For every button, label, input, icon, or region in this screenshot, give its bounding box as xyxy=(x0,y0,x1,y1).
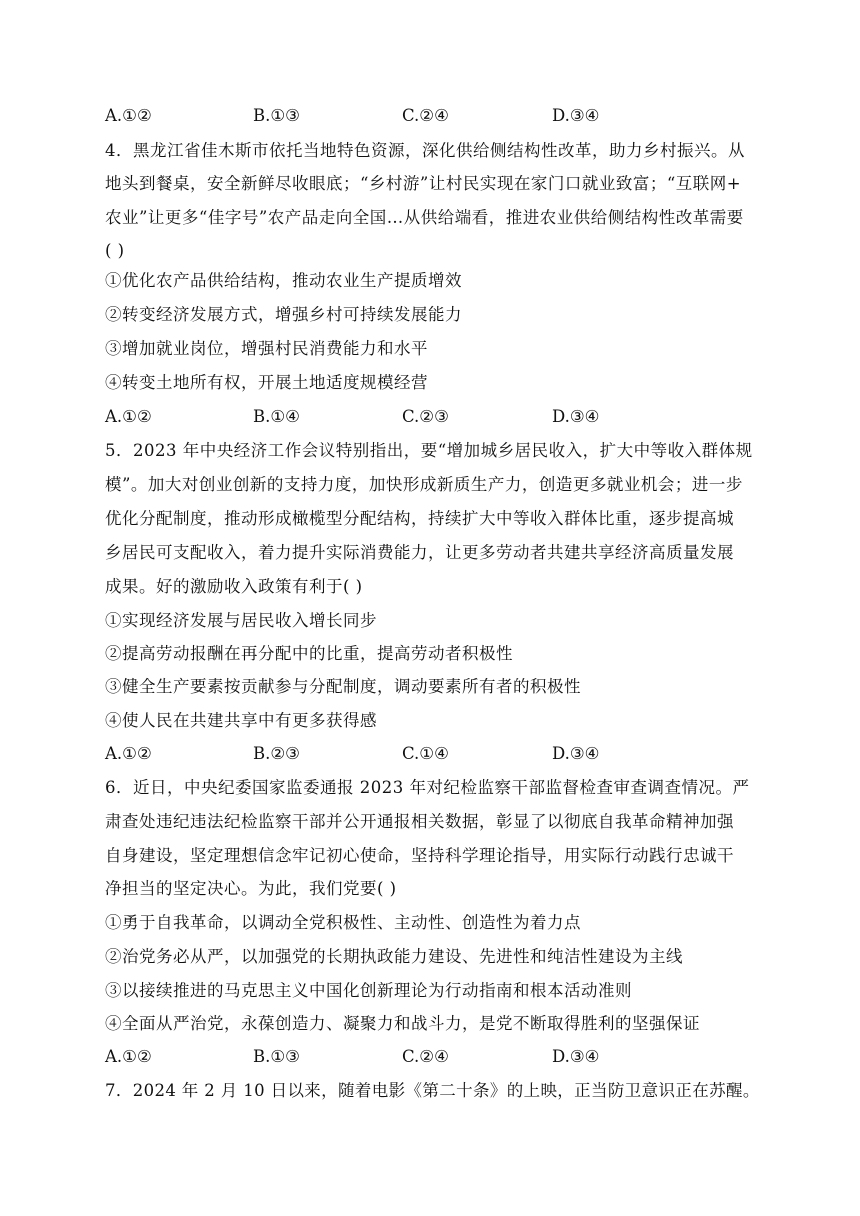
q6-option-c[interactable]: C.②④ xyxy=(402,1047,449,1066)
q5-option-b[interactable]: B.②③ xyxy=(253,744,300,763)
q6-option-a[interactable]: A.①② xyxy=(105,1047,152,1066)
q5-statement-2: ②提高劳动报酬在再分配中的比重，提高劳动者积极性 xyxy=(105,644,513,663)
q4-answer-blank: ( ) xyxy=(105,241,125,260)
q5-stem-line: 优化分配制度，推动形成橄榄型分配结构，持续扩大中等收入群体比重，逐步提高城 xyxy=(105,509,734,528)
q6-options xyxy=(105,1046,760,1068)
q4-option-a[interactable]: A.①② xyxy=(105,407,152,426)
q5-options xyxy=(105,743,760,765)
q5-option-c[interactable]: C.①④ xyxy=(402,744,449,763)
q5-option-d[interactable]: D.③④ xyxy=(552,744,600,763)
q3-option-d[interactable]: D.③④ xyxy=(552,106,600,125)
q6-statement-4: ④全面从严治党，永葆创造力、凝聚力和战斗力，是党不断取得胜利的坚强保证 xyxy=(105,1014,700,1033)
q6-option-d[interactable]: D.③④ xyxy=(552,1047,600,1066)
q5-statement-1: ①实现经济发展与居民收入增长同步 xyxy=(105,611,377,630)
q6-statement-2: ②治党务必从严，以加强党的长期执政能力建设、先进性和纯洁性建设为主线 xyxy=(105,947,683,966)
q6-stem-line: 6．近日，中央纪委国家监委通报 2023 年对纪检监察干部监督检查审查调查情况。严 xyxy=(105,778,750,797)
q5-stem-line: 5．2023 年中央经济工作会议特别指出，要“增加城乡居民收入，扩大中等收入群体规 xyxy=(105,441,753,460)
q5-statement-3: ③健全生产要素按贡献参与分配制度，调动要素所有者的积极性 xyxy=(105,677,581,696)
q5-stem-line: 成果。好的激励收入政策有利于( ) xyxy=(105,577,363,596)
q6-stem-line: 肃查处违纪违法纪检监察干部并公开通报相关数据，彰显了以彻底自我革命精神加强 xyxy=(105,812,734,831)
q4-option-c[interactable]: C.②③ xyxy=(402,407,449,426)
q6-statement-3: ③以接续推进的马克思主义中国化创新理论为行动指南和根本活动准则 xyxy=(105,981,632,1000)
q4-statement-3: ③增加就业岗位，增强村民消费能力和水平 xyxy=(105,339,428,358)
q4-options xyxy=(105,406,760,428)
q3-option-b[interactable]: B.①③ xyxy=(253,106,300,125)
q5-option-a[interactable]: A.①② xyxy=(105,744,152,763)
q6-statement-1: ①勇于自我革命，以调动全党积极性、主动性、创造性为着力点 xyxy=(105,913,581,932)
q7-stem-line: 7．2024 年 2 月 10 日以来，随着电影《第二十条》的上映，正当防卫意识正在苏醒。 xyxy=(105,1081,760,1100)
q3-option-c[interactable]: C.②④ xyxy=(402,106,449,125)
q6-stem-line: 净担当的坚定决心。为此，我们党要( ) xyxy=(105,879,397,898)
q3-options xyxy=(105,105,760,127)
q3-option-a[interactable]: A.①② xyxy=(105,106,152,125)
q4-stem-line: 4．黑龙江省佳木斯市依托当地特色资源，深化供给侧结构性改革，助力乡村振兴。从 xyxy=(105,141,745,160)
q4-statement-1: ①优化农产品供给结构，推动农业生产提质增效 xyxy=(105,271,462,290)
q4-statement-4: ④转变土地所有权，开展土地适度规模经营 xyxy=(105,373,428,392)
q4-option-b[interactable]: B.①④ xyxy=(253,407,300,426)
q4-statement-2: ②转变经济发展方式，增强乡村可持续发展能力 xyxy=(105,305,462,324)
q4-stem-line: 地头到餐桌，安全新鲜尽收眼底；“乡村游”让村民实现在家门口就业致富；“互联网+ xyxy=(105,174,742,193)
q4-stem-line: 农业”让更多“佳字号”农产品走向全国…从供给端看，推进农业供给侧结构性改革需要 xyxy=(105,208,744,227)
q6-stem-line: 自身建设，坚定理想信念牢记初心使命，坚持科学理论指导，用实际行动践行忠诚干 xyxy=(105,846,734,865)
q4-option-d[interactable]: D.③④ xyxy=(552,407,600,426)
q5-stem-line: 模”。加大对创业创新的支持力度，加快形成新质生产力，创造更多就业机会；进一步 xyxy=(105,475,743,494)
q5-stem-line: 乡居民可支配收入，着力提升实际消费能力，让更多劳动者共建共享经济高质量发展 xyxy=(105,543,734,562)
q5-statement-4: ④使人民在共建共享中有更多获得感 xyxy=(105,711,377,730)
q6-option-b[interactable]: B.①③ xyxy=(253,1047,300,1066)
